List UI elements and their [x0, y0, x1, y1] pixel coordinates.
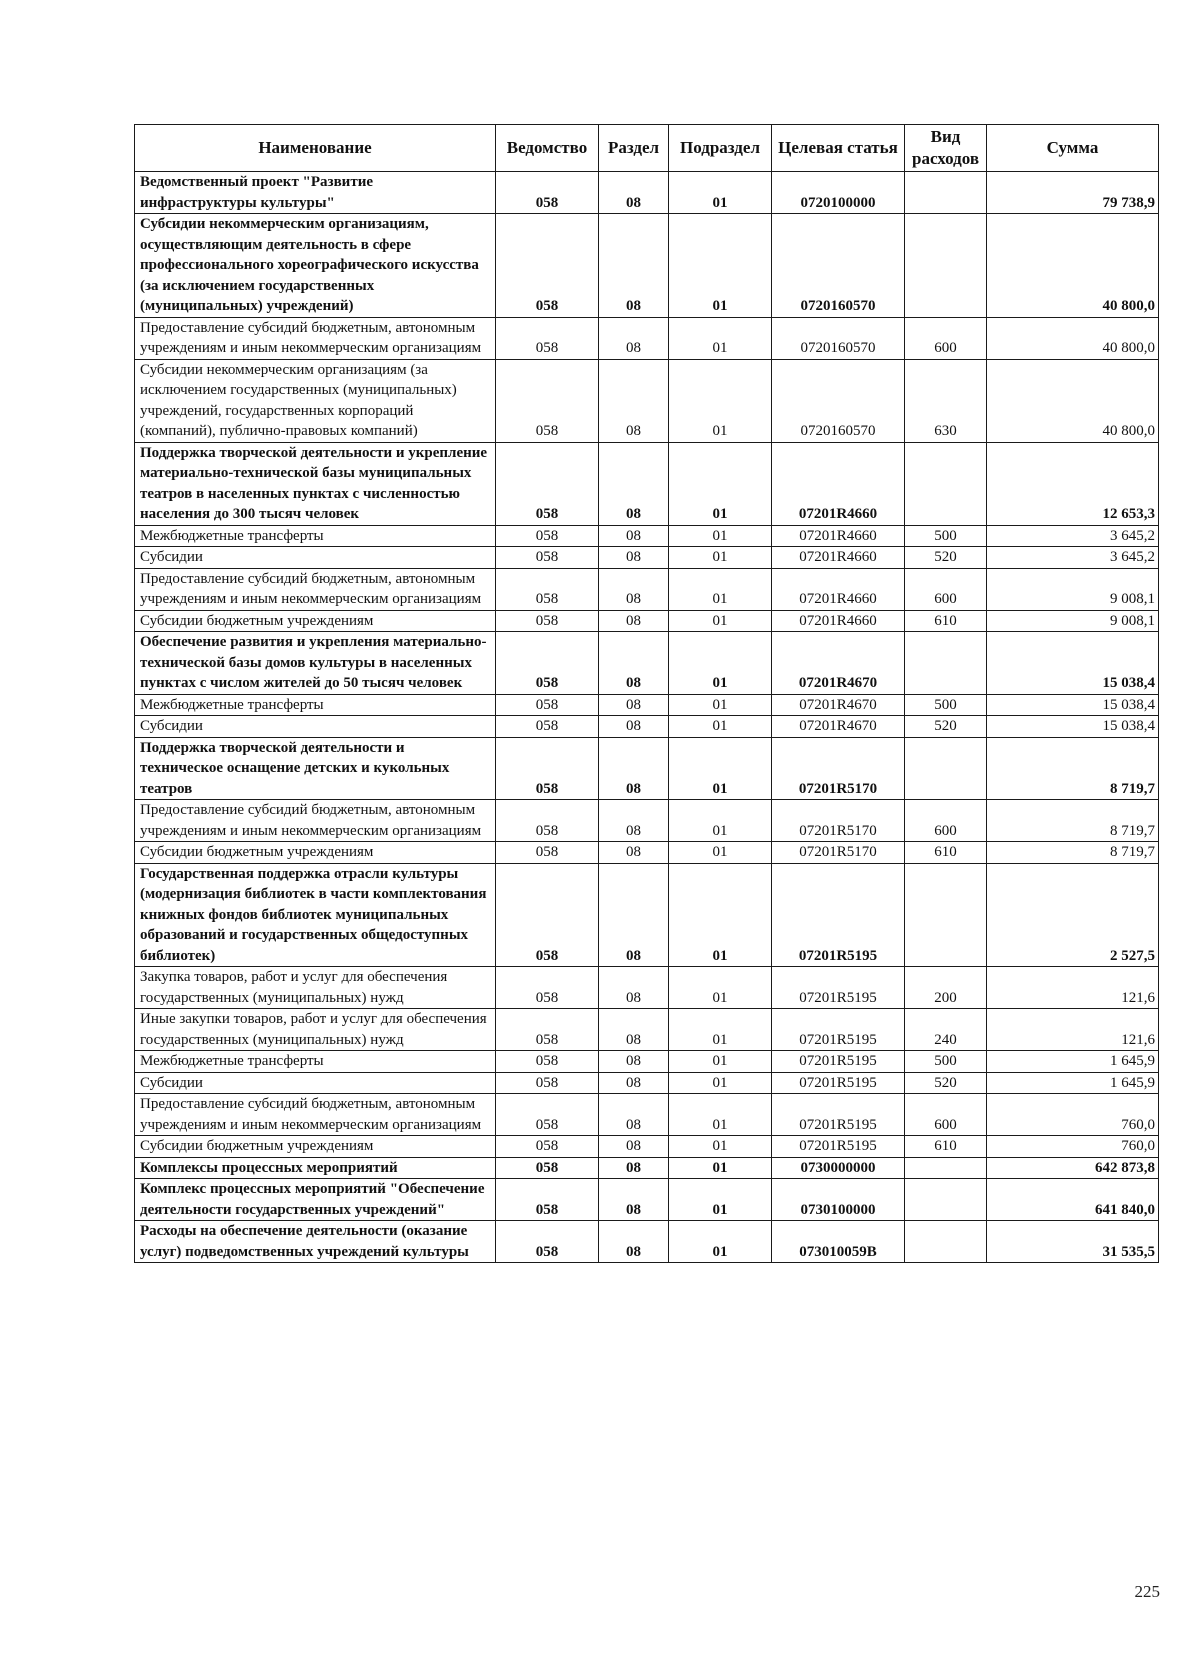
cell-name: Субсидии некоммерческим организациям (за исключением государственных (муниципальных) учреждений, государственных корпораций (компаний), публично-правовых компаний) [135, 359, 496, 442]
cell-target-item: 07201R4660 [772, 568, 905, 610]
cell-amount: 40 800,0 [987, 317, 1159, 359]
cell-name: Комплексы процессных мероприятий [135, 1157, 496, 1179]
cell-expense-type [905, 737, 987, 800]
table-row [135, 800, 1159, 842]
cell-subsection: 01 [669, 610, 772, 632]
cell-department: 058 [496, 525, 599, 547]
cell-expense-type [905, 632, 987, 695]
cell-department: 058 [496, 1072, 599, 1094]
cell-name: Субсидии бюджетным учреждениям [135, 842, 496, 864]
table-body [135, 172, 1159, 1263]
cell-expense-type: 500 [905, 694, 987, 716]
cell-section: 08 [599, 1009, 669, 1051]
cell-department: 058 [496, 1051, 599, 1073]
table-row [135, 442, 1159, 525]
cell-department: 058 [496, 1009, 599, 1051]
table-row [135, 568, 1159, 610]
cell-section: 08 [599, 1179, 669, 1221]
cell-name: Государственная поддержка отрасли культуры (модернизация библиотек в части комплектования книжных фондов библиотек муниципальных образований и государственных общедоступных библиотек) [135, 863, 496, 967]
cell-target-item: 07201R4660 [772, 525, 905, 547]
cell-amount: 79 738,9 [987, 172, 1159, 214]
cell-section: 08 [599, 842, 669, 864]
cell-department: 058 [496, 1179, 599, 1221]
cell-subsection: 01 [669, 842, 772, 864]
cell-target-item: 0720100000 [772, 172, 905, 214]
page-number: 225 [1134, 1582, 1160, 1601]
cell-expense-type: 600 [905, 800, 987, 842]
cell-department: 058 [496, 800, 599, 842]
cell-subsection: 01 [669, 1094, 772, 1136]
table-row [135, 1136, 1159, 1158]
table-row [135, 1051, 1159, 1073]
cell-department: 058 [496, 359, 599, 442]
cell-name: Комплекс процессных мероприятий "Обеспечение деятельности государственных учреждений" [135, 1179, 496, 1221]
table-row [135, 737, 1159, 800]
cell-amount: 121,6 [987, 967, 1159, 1009]
cell-target-item: 07201R5195 [772, 1051, 905, 1073]
header-expense-type: Вид расходов [905, 125, 987, 172]
cell-department: 058 [496, 442, 599, 525]
cell-section: 08 [599, 800, 669, 842]
cell-expense-type [905, 214, 987, 318]
cell-name: Иные закупки товаров, работ и услуг для обеспечения государственных (муниципальных) нужд [135, 1009, 496, 1051]
cell-target-item: 07201R5195 [772, 1072, 905, 1094]
cell-expense-type: 520 [905, 716, 987, 738]
cell-subsection: 01 [669, 1157, 772, 1179]
cell-section: 08 [599, 317, 669, 359]
cell-amount: 40 800,0 [987, 359, 1159, 442]
cell-expense-type: 240 [905, 1009, 987, 1051]
table-row [135, 172, 1159, 214]
table-row [135, 1009, 1159, 1051]
cell-name: Субсидии бюджетным учреждениям [135, 610, 496, 632]
cell-department: 058 [496, 1157, 599, 1179]
cell-expense-type [905, 1221, 987, 1263]
cell-amount: 15 038,4 [987, 694, 1159, 716]
table-row [135, 863, 1159, 967]
cell-subsection: 01 [669, 1221, 772, 1263]
cell-expense-type [905, 442, 987, 525]
cell-amount: 1 645,9 [987, 1072, 1159, 1094]
cell-subsection: 01 [669, 863, 772, 967]
cell-section: 08 [599, 525, 669, 547]
cell-subsection: 01 [669, 214, 772, 318]
cell-expense-type: 610 [905, 610, 987, 632]
cell-section: 08 [599, 1051, 669, 1073]
cell-name: Предоставление субсидий бюджетным, автономным учреждениям и иным некоммерческим организациям [135, 1094, 496, 1136]
cell-amount: 9 008,1 [987, 610, 1159, 632]
cell-amount: 760,0 [987, 1136, 1159, 1158]
cell-expense-type [905, 1157, 987, 1179]
cell-subsection: 01 [669, 1072, 772, 1094]
cell-name: Межбюджетные трансферты [135, 694, 496, 716]
cell-amount: 31 535,5 [987, 1221, 1159, 1263]
table-row [135, 214, 1159, 318]
cell-section: 08 [599, 1136, 669, 1158]
cell-department: 058 [496, 842, 599, 864]
cell-subsection: 01 [669, 1179, 772, 1221]
cell-expense-type [905, 863, 987, 967]
cell-target-item: 07201R4660 [772, 547, 905, 569]
cell-subsection: 01 [669, 359, 772, 442]
table-row [135, 716, 1159, 738]
cell-subsection: 01 [669, 632, 772, 695]
cell-target-item: 07201R5195 [772, 1094, 905, 1136]
cell-section: 08 [599, 1072, 669, 1094]
cell-name: Предоставление субсидий бюджетным, автономным учреждениям и иным некоммерческим организациям [135, 800, 496, 842]
cell-name: Поддержка творческой деятельности и техническое оснащение детских и кукольных театров [135, 737, 496, 800]
cell-section: 08 [599, 442, 669, 525]
cell-target-item: 0720160570 [772, 214, 905, 318]
table-row [135, 547, 1159, 569]
cell-subsection: 01 [669, 694, 772, 716]
cell-section: 08 [599, 694, 669, 716]
cell-section: 08 [599, 1221, 669, 1263]
cell-subsection: 01 [669, 568, 772, 610]
cell-section: 08 [599, 1094, 669, 1136]
cell-department: 058 [496, 1136, 599, 1158]
cell-subsection: 01 [669, 967, 772, 1009]
table-row [135, 525, 1159, 547]
cell-department: 058 [496, 214, 599, 318]
cell-expense-type: 610 [905, 1136, 987, 1158]
cell-department: 058 [496, 1221, 599, 1263]
cell-section: 08 [599, 359, 669, 442]
cell-amount: 9 008,1 [987, 568, 1159, 610]
cell-section: 08 [599, 967, 669, 1009]
cell-expense-type: 520 [905, 1072, 987, 1094]
cell-subsection: 01 [669, 317, 772, 359]
table-row [135, 694, 1159, 716]
cell-section: 08 [599, 547, 669, 569]
cell-department: 058 [496, 547, 599, 569]
cell-target-item: 07201R5170 [772, 800, 905, 842]
table-row [135, 632, 1159, 695]
cell-amount: 3 645,2 [987, 547, 1159, 569]
cell-subsection: 01 [669, 1009, 772, 1051]
cell-section: 08 [599, 214, 669, 318]
cell-department: 058 [496, 694, 599, 716]
cell-expense-type: 610 [905, 842, 987, 864]
cell-name: Ведомственный проект "Развитие инфраструктуры культуры" [135, 172, 496, 214]
table-row [135, 1221, 1159, 1263]
cell-amount: 8 719,7 [987, 737, 1159, 800]
cell-name: Субсидии бюджетным учреждениям [135, 1136, 496, 1158]
table-header-row [135, 125, 1159, 172]
cell-target-item: 07201R5170 [772, 737, 905, 800]
cell-expense-type: 520 [905, 547, 987, 569]
cell-name: Поддержка творческой деятельности и укрепление материально-технической базы муниципальных театров в населенных пунктах с численностью населения до 300 тысяч человек [135, 442, 496, 525]
cell-target-item: 0720160570 [772, 317, 905, 359]
cell-name: Межбюджетные трансферты [135, 525, 496, 547]
cell-expense-type: 600 [905, 568, 987, 610]
cell-target-item: 07201R4670 [772, 694, 905, 716]
cell-section: 08 [599, 1157, 669, 1179]
cell-subsection: 01 [669, 547, 772, 569]
table-row [135, 1157, 1159, 1179]
header-name: Наименование [135, 125, 496, 172]
cell-subsection: 01 [669, 800, 772, 842]
cell-target-item: 07201R5195 [772, 1136, 905, 1158]
cell-expense-type: 600 [905, 317, 987, 359]
cell-subsection: 01 [669, 442, 772, 525]
cell-amount: 642 873,8 [987, 1157, 1159, 1179]
cell-expense-type: 500 [905, 525, 987, 547]
header-amount: Сумма [987, 125, 1159, 172]
cell-department: 058 [496, 172, 599, 214]
cell-target-item: 07201R5195 [772, 863, 905, 967]
cell-target-item: 0730000000 [772, 1157, 905, 1179]
cell-section: 08 [599, 172, 669, 214]
cell-department: 058 [496, 716, 599, 738]
cell-target-item: 0730100000 [772, 1179, 905, 1221]
cell-department: 058 [496, 568, 599, 610]
cell-target-item: 07201R4660 [772, 442, 905, 525]
table-row [135, 610, 1159, 632]
cell-section: 08 [599, 632, 669, 695]
cell-name: Межбюджетные трансферты [135, 1051, 496, 1073]
cell-subsection: 01 [669, 737, 772, 800]
cell-amount: 12 653,3 [987, 442, 1159, 525]
cell-amount: 15 038,4 [987, 632, 1159, 695]
cell-section: 08 [599, 863, 669, 967]
cell-name: Субсидии некоммерческим организациям, осуществляющим деятельность в сфере профессионального хореографического искусства (за исключением государственных (муниципальных) учреждений) [135, 214, 496, 318]
cell-amount: 8 719,7 [987, 800, 1159, 842]
cell-section: 08 [599, 716, 669, 738]
cell-target-item: 07201R5195 [772, 1009, 905, 1051]
cell-subsection: 01 [669, 1051, 772, 1073]
cell-subsection: 01 [669, 172, 772, 214]
table-row [135, 842, 1159, 864]
cell-name: Субсидии [135, 547, 496, 569]
cell-amount: 1 645,9 [987, 1051, 1159, 1073]
cell-target-item: 07201R4660 [772, 610, 905, 632]
cell-department: 058 [496, 632, 599, 695]
table-row [135, 359, 1159, 442]
cell-expense-type [905, 172, 987, 214]
cell-amount: 40 800,0 [987, 214, 1159, 318]
cell-name: Субсидии [135, 716, 496, 738]
header-section: Раздел [599, 125, 669, 172]
cell-subsection: 01 [669, 716, 772, 738]
cell-name: Обеспечение развития и укрепления материально-технической базы домов культуры в населенных пунктах с числом жителей до 50 тысяч человек [135, 632, 496, 695]
cell-amount: 641 840,0 [987, 1179, 1159, 1221]
budget-expenditure-table [134, 124, 1159, 1263]
cell-expense-type: 200 [905, 967, 987, 1009]
cell-department: 058 [496, 610, 599, 632]
cell-expense-type [905, 1179, 987, 1221]
cell-name: Предоставление субсидий бюджетным, автономным учреждениям и иным некоммерческим организациям [135, 317, 496, 359]
table-row [135, 1072, 1159, 1094]
cell-expense-type: 600 [905, 1094, 987, 1136]
cell-expense-type: 630 [905, 359, 987, 442]
table-row [135, 317, 1159, 359]
table-row [135, 1179, 1159, 1221]
cell-name: Закупка товаров, работ и услуг для обеспечения государственных (муниципальных) нужд [135, 967, 496, 1009]
header-department: Ведомство [496, 125, 599, 172]
cell-department: 058 [496, 737, 599, 800]
cell-target-item: 073010059В [772, 1221, 905, 1263]
cell-subsection: 01 [669, 525, 772, 547]
cell-amount: 121,6 [987, 1009, 1159, 1051]
cell-section: 08 [599, 610, 669, 632]
cell-amount: 15 038,4 [987, 716, 1159, 738]
cell-target-item: 07201R4670 [772, 716, 905, 738]
table-row [135, 967, 1159, 1009]
cell-amount: 3 645,2 [987, 525, 1159, 547]
cell-department: 058 [496, 967, 599, 1009]
cell-amount: 760,0 [987, 1094, 1159, 1136]
cell-department: 058 [496, 1094, 599, 1136]
cell-amount: 2 527,5 [987, 863, 1159, 967]
cell-department: 058 [496, 863, 599, 967]
table-row [135, 1094, 1159, 1136]
cell-target-item: 07201R5170 [772, 842, 905, 864]
header-target-item: Целевая статья [772, 125, 905, 172]
cell-expense-type: 500 [905, 1051, 987, 1073]
cell-target-item: 07201R4670 [772, 632, 905, 695]
cell-name: Субсидии [135, 1072, 496, 1094]
cell-section: 08 [599, 568, 669, 610]
cell-target-item: 07201R5195 [772, 967, 905, 1009]
cell-section: 08 [599, 737, 669, 800]
header-subsection: Подраздел [669, 125, 772, 172]
cell-amount: 8 719,7 [987, 842, 1159, 864]
cell-name: Расходы на обеспечение деятельности (оказание услуг) подведомственных учреждений культуры [135, 1221, 496, 1263]
cell-target-item: 0720160570 [772, 359, 905, 442]
cell-subsection: 01 [669, 1136, 772, 1158]
cell-department: 058 [496, 317, 599, 359]
cell-name: Предоставление субсидий бюджетным, автономным учреждениям и иным некоммерческим организациям [135, 568, 496, 610]
